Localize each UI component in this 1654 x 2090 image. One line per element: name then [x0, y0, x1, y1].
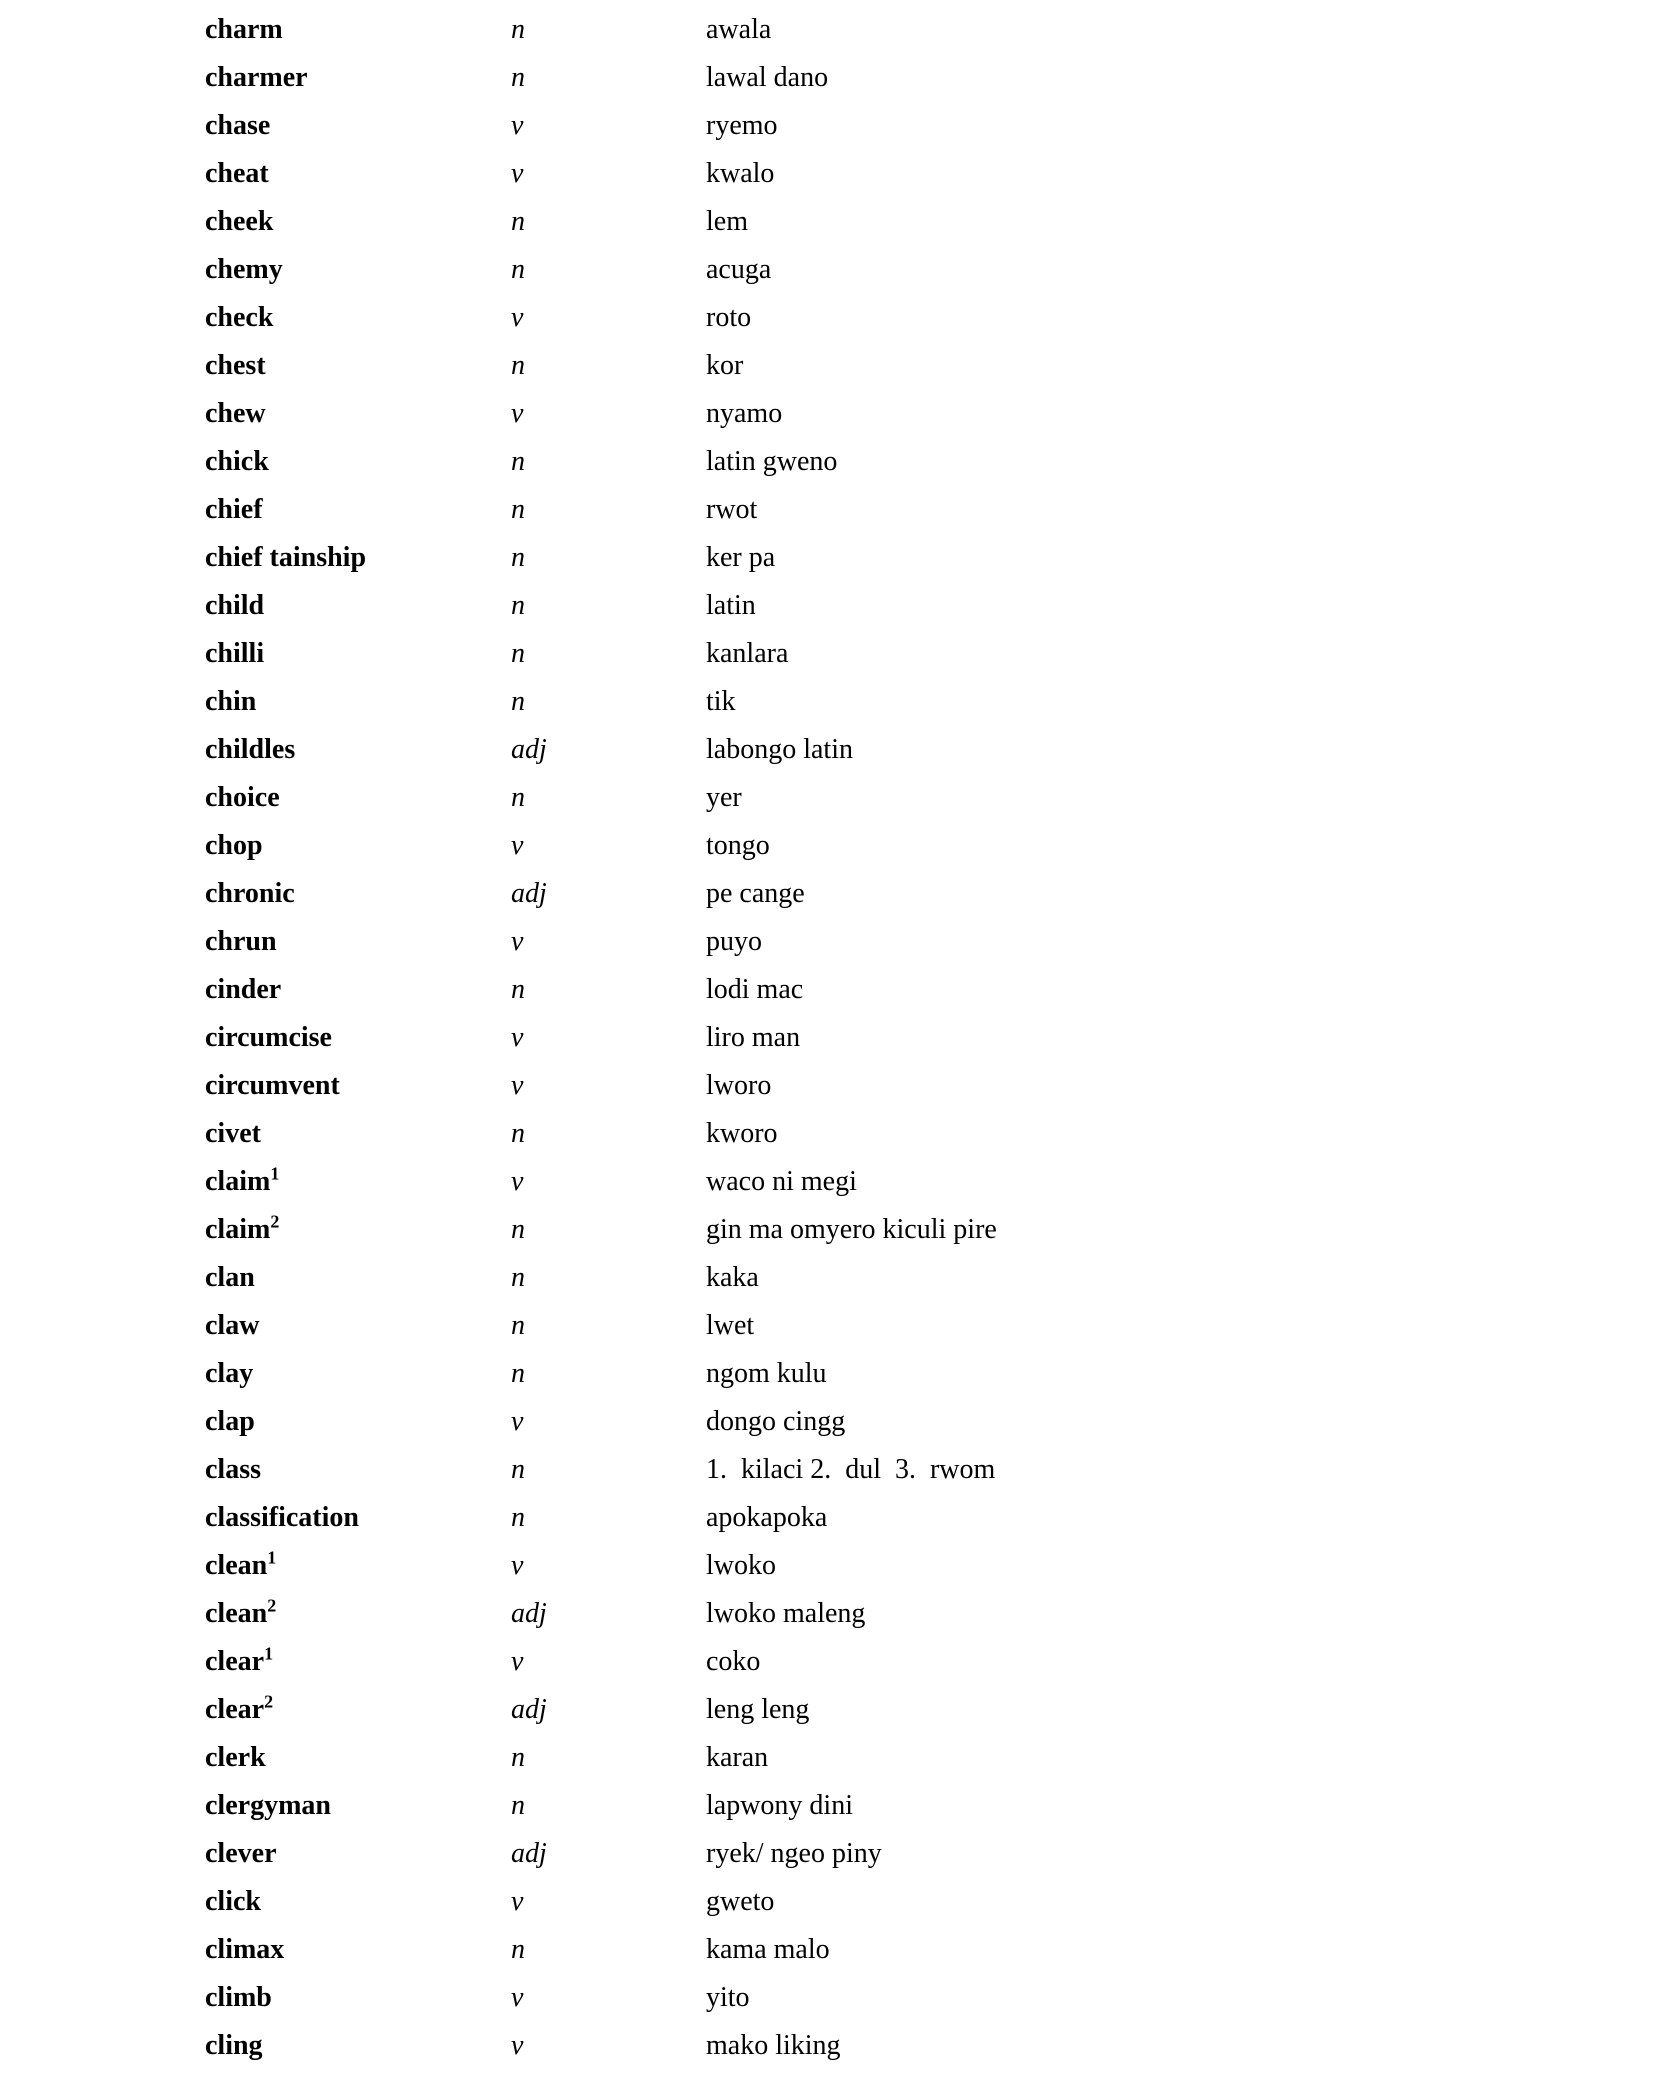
dictionary-entry-row — [0, 1686, 1654, 1734]
translation: kanlara — [706, 638, 789, 669]
dictionary-entry-row — [0, 1014, 1654, 1062]
translation: latin — [706, 590, 756, 621]
headword: clap — [205, 1406, 255, 1437]
translation: 1. kilaci 2. dul 3. rwom — [706, 1454, 996, 1485]
headword: clean$^1$ — [205, 1547, 277, 1581]
headword: clan — [205, 1262, 255, 1293]
part-of-speech: n — [511, 494, 525, 525]
translation: karan — [706, 1742, 769, 1773]
translation: gin ma omyero kiculi pire — [706, 1214, 997, 1245]
dictionary-entry-row — [0, 198, 1654, 246]
headword: charm — [205, 14, 283, 45]
homograph-number: 2 — [267, 1595, 277, 1616]
headword: claim$^1$ — [205, 1163, 280, 1197]
part-of-speech: v — [511, 2030, 524, 2061]
part-of-speech: n — [511, 1742, 525, 1773]
part-of-speech: n — [511, 1454, 525, 1485]
headword: clear$^1$ — [205, 1643, 274, 1677]
dictionary-entry-row — [0, 822, 1654, 870]
headword: civet — [205, 1118, 261, 1149]
part-of-speech: v — [511, 1406, 524, 1437]
headword: click — [205, 1886, 261, 1917]
dictionary-entry-row — [0, 678, 1654, 726]
translation: kaka — [706, 1262, 759, 1293]
headword: chilli — [205, 638, 265, 669]
headword: classification — [205, 1502, 359, 1533]
translation: yer — [706, 782, 742, 813]
part-of-speech: v — [511, 830, 524, 861]
part-of-speech: v — [511, 1550, 524, 1581]
translation: waco ni megi — [706, 1166, 857, 1197]
translation: lodi mac — [706, 974, 804, 1005]
part-of-speech: n — [511, 1502, 525, 1533]
translation: lapwony dini — [706, 1790, 853, 1821]
translation: roto — [706, 302, 752, 333]
dictionary-entry-row — [0, 390, 1654, 438]
headword: chemy — [205, 254, 283, 285]
dictionary-entry-row — [0, 246, 1654, 294]
headword: clear$^2$ — [205, 1691, 274, 1725]
dictionary-entry-row — [0, 1110, 1654, 1158]
headword: chrun — [205, 926, 277, 957]
dictionary-entry-row — [0, 726, 1654, 774]
headword: chronic — [205, 878, 295, 909]
dictionary-entry-row — [0, 150, 1654, 198]
translation: rwot — [706, 494, 758, 525]
dictionary-entry-row — [0, 966, 1654, 1014]
headword: climax — [205, 1934, 285, 1965]
dictionary-entry-row — [0, 1926, 1654, 1974]
translation: tik — [706, 686, 736, 717]
part-of-speech: v — [511, 1646, 524, 1677]
headword: clever — [205, 1838, 277, 1869]
dictionary-entry-row — [0, 1158, 1654, 1206]
translation: leng leng — [706, 1694, 810, 1725]
translation: ker pa — [706, 542, 776, 573]
translation: apokapoka — [706, 1502, 828, 1533]
part-of-speech: v — [511, 1886, 524, 1917]
dictionary-entry-row — [0, 1542, 1654, 1590]
dictionary-entry-row — [0, 582, 1654, 630]
part-of-speech: n — [511, 446, 525, 477]
translation: lem — [706, 206, 748, 237]
dictionary-entry-row — [0, 1590, 1654, 1638]
headword: clergyman — [205, 1790, 331, 1821]
homograph-number: 1 — [270, 1163, 280, 1184]
part-of-speech: n — [511, 974, 525, 1005]
translation: kor — [706, 350, 744, 381]
translation: tongo — [706, 830, 770, 861]
translation: puyo — [706, 926, 762, 957]
part-of-speech: v — [511, 1166, 524, 1197]
part-of-speech: n — [511, 1358, 525, 1389]
homograph-number: 2 — [264, 1691, 274, 1712]
translation: lwet — [706, 1310, 755, 1341]
dictionary-entry-row — [0, 438, 1654, 486]
part-of-speech: v — [511, 926, 524, 957]
translation: gweto — [706, 1886, 775, 1917]
homograph-number: 1 — [267, 1547, 277, 1568]
part-of-speech: n — [511, 1934, 525, 1965]
translation: ryemo — [706, 110, 778, 141]
part-of-speech: n — [511, 590, 525, 621]
dictionary-entry-row — [0, 1350, 1654, 1398]
dictionary-entry-row — [0, 1878, 1654, 1926]
part-of-speech: n — [511, 542, 525, 573]
headword: childles — [205, 734, 296, 765]
translation: lworo — [706, 1070, 772, 1101]
headword: cinder — [205, 974, 282, 1005]
translation: liro man — [706, 1022, 801, 1053]
dictionary-entry-row — [0, 630, 1654, 678]
part-of-speech: n — [511, 254, 525, 285]
translation: dongo cingg — [706, 1406, 846, 1437]
dictionary-entry-row — [0, 1398, 1654, 1446]
headword: claw — [205, 1310, 260, 1341]
part-of-speech: n — [511, 1262, 525, 1293]
dictionary-entry-row — [0, 534, 1654, 582]
translation: acuga — [706, 254, 772, 285]
headword: chase — [205, 110, 271, 141]
translation: kama malo — [706, 1934, 830, 1965]
dictionary-entry-row — [0, 918, 1654, 966]
headword: claim$^2$ — [205, 1211, 280, 1245]
dictionary-entry-row — [0, 486, 1654, 534]
headword: cling — [205, 2030, 263, 2061]
headword: class — [205, 1454, 261, 1485]
headword: chop — [205, 830, 263, 861]
part-of-speech: adj — [511, 1694, 547, 1725]
translation: nyamo — [706, 398, 783, 429]
headword: climb — [205, 1982, 272, 2013]
dictionary-entry-row — [0, 1494, 1654, 1542]
part-of-speech: adj — [511, 878, 547, 909]
part-of-speech: n — [511, 1214, 525, 1245]
part-of-speech: v — [511, 1982, 524, 2013]
dictionary-entry-row — [0, 6, 1654, 54]
headword: chief — [205, 494, 263, 525]
dictionary-entry-row — [0, 1062, 1654, 1110]
dictionary-entry-row — [0, 870, 1654, 918]
dictionary-entry-row — [0, 1734, 1654, 1782]
translation: coko — [706, 1646, 761, 1677]
headword: child — [205, 590, 265, 621]
dictionary-entry-row — [0, 1638, 1654, 1686]
part-of-speech: n — [511, 206, 525, 237]
headword: check — [205, 302, 274, 333]
translation: ngom kulu — [706, 1358, 827, 1389]
headword: cheat — [205, 158, 269, 189]
homograph-number: 2 — [270, 1211, 280, 1232]
headword: chin — [205, 686, 257, 717]
entry-list — [0, 6, 1654, 2070]
headword: choice — [205, 782, 280, 813]
part-of-speech: n — [511, 638, 525, 669]
headword: chief tainship — [205, 542, 367, 573]
dictionary-entry-row — [0, 1446, 1654, 1494]
dictionary-entry-row — [0, 1254, 1654, 1302]
translation: kworo — [706, 1118, 778, 1149]
part-of-speech: n — [511, 1790, 525, 1821]
dictionary-entry-row — [0, 1206, 1654, 1254]
headword: clerk — [205, 1742, 266, 1773]
part-of-speech: v — [511, 158, 524, 189]
translation: mako liking — [706, 2030, 841, 2061]
headword: circumvent — [205, 1070, 340, 1101]
homograph-number: 1 — [264, 1643, 274, 1664]
dictionary-entry-row — [0, 102, 1654, 150]
part-of-speech: v — [511, 110, 524, 141]
part-of-speech: n — [511, 1118, 525, 1149]
translation: labongo latin — [706, 734, 853, 765]
headword: charmer — [205, 62, 308, 93]
translation: pe cange — [706, 878, 805, 909]
translation: ryek/ ngeo piny — [706, 1838, 882, 1869]
dictionary-entry-row — [0, 1974, 1654, 2022]
translation: awala — [706, 14, 772, 45]
translation: lwoko — [706, 1550, 776, 1581]
part-of-speech: n — [511, 782, 525, 813]
translation: kwalo — [706, 158, 775, 189]
part-of-speech: v — [511, 1022, 524, 1053]
headword: cheek — [205, 206, 274, 237]
part-of-speech: v — [511, 302, 524, 333]
headword: chick — [205, 446, 269, 477]
translation: yito — [706, 1982, 750, 2013]
part-of-speech: n — [511, 14, 525, 45]
translation: latin gweno — [706, 446, 838, 477]
dictionary-entry-row — [0, 342, 1654, 390]
dictionary-entry-row — [0, 54, 1654, 102]
part-of-speech: n — [511, 686, 525, 717]
part-of-speech: adj — [511, 1598, 547, 1629]
part-of-speech: n — [511, 62, 525, 93]
part-of-speech: v — [511, 398, 524, 429]
translation: lwoko maleng — [706, 1598, 866, 1629]
headword: clean$^2$ — [205, 1595, 277, 1629]
part-of-speech: n — [511, 350, 525, 381]
headword: chew — [205, 398, 266, 429]
dictionary-entry-row — [0, 1830, 1654, 1878]
part-of-speech: adj — [511, 734, 547, 765]
headword: circumcise — [205, 1022, 332, 1053]
part-of-speech: v — [511, 1070, 524, 1101]
dictionary-entry-row — [0, 1302, 1654, 1350]
headword: clay — [205, 1358, 254, 1389]
translation: lawal dano — [706, 62, 829, 93]
dictionary-entry-row — [0, 774, 1654, 822]
dictionary-entry-row — [0, 1782, 1654, 1830]
part-of-speech: adj — [511, 1838, 547, 1869]
part-of-speech: n — [511, 1310, 525, 1341]
dictionary-entry-row — [0, 2022, 1654, 2070]
dictionary-entry-row — [0, 294, 1654, 342]
headword: chest — [205, 350, 266, 381]
